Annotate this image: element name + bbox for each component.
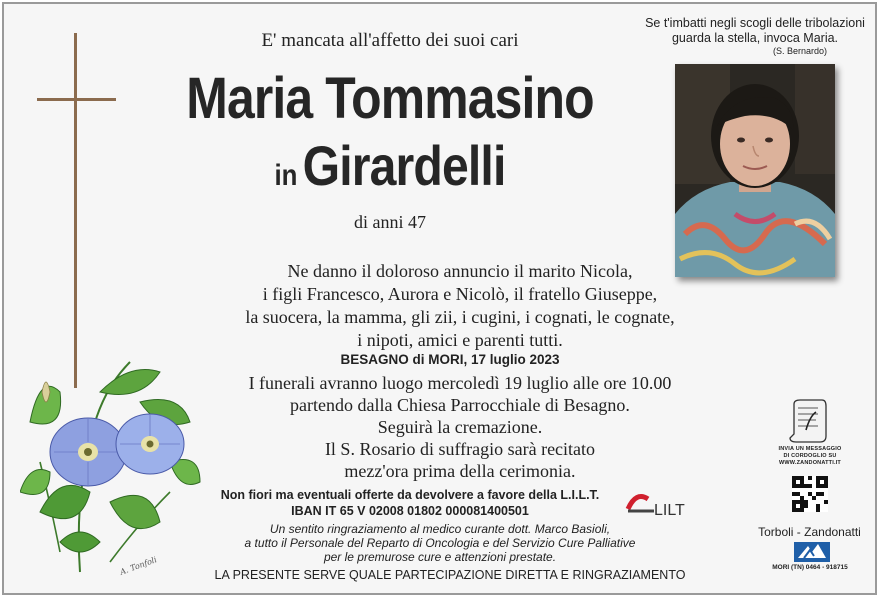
funeral-line: Seguirà la cremazione.	[377, 417, 543, 437]
funeral-line: mezz'ora prima della cerimonia.	[344, 461, 576, 481]
qr-code-icon[interactable]	[792, 476, 828, 512]
agency-phone: MORI (TN) 0464 - 918715	[772, 564, 848, 571]
announcement-line: la suocera, la mamma, gli zii, i cugini, i cognati, le cognate,	[245, 307, 675, 327]
cross-icon	[74, 33, 77, 388]
lilt-logo-text: LILT	[654, 502, 685, 519]
funeral-info	[200, 372, 720, 482]
agency-name: Torboli - Zandonatti	[758, 525, 861, 539]
condolence-line: INVIA UN MESSAGGIO	[778, 446, 842, 452]
announcement-line: i figli Francesco, Aurora e Nicolò, il fratello Giuseppe,	[262, 284, 658, 304]
portrait-photo	[675, 64, 835, 277]
agency-logo	[794, 542, 830, 562]
announcement-line: i nipoti, amici e parenti tutti.	[357, 330, 563, 350]
age-text: di anni 47	[354, 212, 426, 232]
donation-info	[200, 487, 620, 519]
donation-line: Non fiori ma eventuali offerte da devolvere a favore della L.I.L.T.	[220, 488, 600, 502]
quote-source: (S. Bernardo)	[772, 46, 828, 56]
funeral-line: I funerali avranno luogo mercoledì 19 luglio alle ore 10.00	[248, 373, 672, 393]
lilt-logo	[624, 487, 694, 519]
scroll-icon[interactable]	[788, 398, 828, 444]
deceased-name: Maria Tommasino	[186, 66, 594, 131]
announcement-line: Ne danno il doloroso annuncio il marito Nicola,	[287, 261, 633, 281]
funeral-line: partendo dalla Chiesa Parrocchiale di Besagno.	[290, 395, 630, 415]
quote	[640, 16, 870, 46]
condolence-text	[770, 446, 850, 467]
date-place: BESAGNO di MORI, 17 luglio 2023	[340, 352, 560, 367]
cross-arm	[37, 98, 116, 101]
condolence-link[interactable]: WWW.ZANDONATTI.IT	[779, 460, 841, 466]
footer-notice: LA PRESENTE SERVE QUALE PARTECIPAZIONE DIRETTA E RINGRAZIAMENTO	[214, 568, 686, 582]
thanks-line: a tutto il Personale del Reparto di Oncologia e del Servizio Cure Palliative	[244, 536, 636, 550]
funeral-line: Il S. Rosario di suffragio sarà recitato	[324, 439, 596, 459]
thanks	[190, 522, 690, 564]
quote-line: Se t'imbatti negli scogli delle tribolazioni	[645, 16, 865, 30]
artist-signature: A. Tonfoli	[118, 555, 159, 577]
married-surname: Girardelli	[302, 134, 506, 197]
married-name	[218, 133, 562, 198]
quote-line: guarda la stella, invoca Maria.	[671, 31, 839, 45]
condolence-line: DI CORDOGLIO SU	[783, 453, 837, 459]
donation-iban: IBAN IT 65 V 02008 01802 000081400501	[291, 504, 529, 518]
intro-text: E' mancata all'affetto dei suoi cari	[261, 30, 519, 51]
announcement	[200, 260, 720, 352]
name-prefix: in	[274, 159, 298, 192]
thanks-line: per le premurose cure e attenzioni prestate.	[323, 550, 557, 564]
morning-glory-illustration	[20, 352, 210, 580]
thanks-line: Un sentito ringraziamento al medico curante dott. Marco Basioli,	[269, 522, 611, 536]
